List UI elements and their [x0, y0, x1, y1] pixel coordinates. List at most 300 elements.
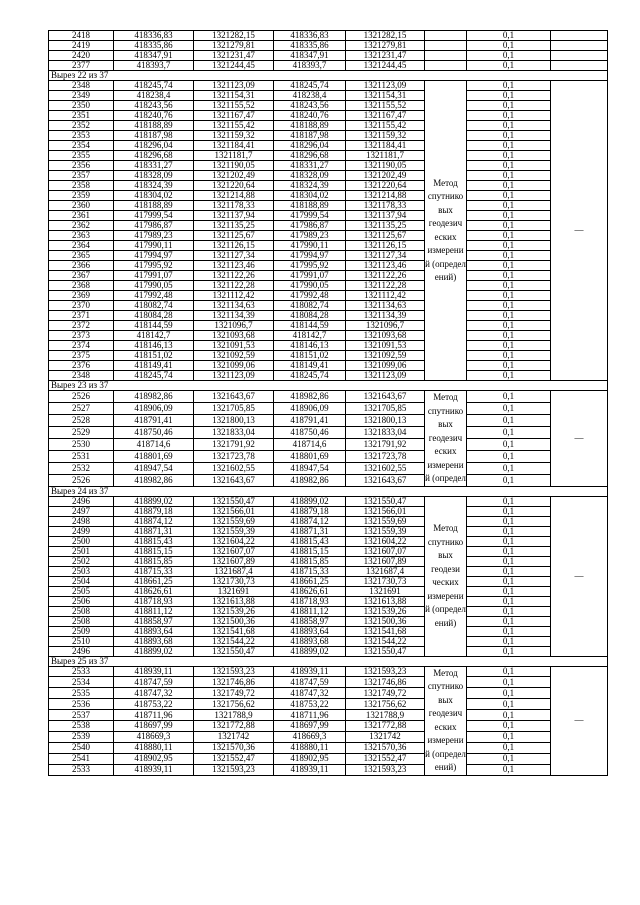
y-coord-cell: 1321155,42 [346, 121, 425, 131]
point-number-cell: 2502 [49, 556, 114, 566]
x-coord-cell: 417990,05 [114, 281, 194, 291]
section-title: Вырез 24 из 37 [49, 486, 608, 496]
y-coord-cell: 1321544,22 [346, 636, 425, 646]
x-coord-cell: 418947,54 [114, 462, 194, 474]
y-coord-cell: 1321154,31 [346, 91, 425, 101]
y-coord-cell: 1321122,28 [346, 281, 425, 291]
x-coord-cell: 418188,89 [114, 121, 194, 131]
x-coord-cell: 418661,25 [114, 576, 194, 586]
x-coord-cell: 418661,25 [274, 576, 346, 586]
y-coord-cell: 1321705,85 [346, 402, 425, 414]
point-number-cell: 2510 [49, 636, 114, 646]
section-title: Вырез 22 из 37 [49, 71, 608, 81]
point-number-cell: 2364 [49, 241, 114, 251]
y-coord-cell: 1321112,42 [194, 291, 274, 301]
table-row [49, 596, 608, 606]
table-row [49, 81, 608, 91]
y-coord-cell: 1321746,86 [194, 677, 274, 688]
dash-cell: — [551, 391, 608, 487]
point-number-cell: 2534 [49, 677, 114, 688]
point-number-cell: 2504 [49, 576, 114, 586]
dash-cell: — [551, 81, 608, 381]
table-row [49, 101, 608, 111]
y-coord-cell: 1321756,62 [194, 699, 274, 710]
y-coord-cell: 1321093,68 [346, 331, 425, 341]
empty-cell [551, 61, 608, 71]
x-coord-cell: 418750,46 [274, 426, 346, 438]
x-coord-cell: 418947,54 [274, 462, 346, 474]
table-row [49, 438, 608, 450]
y-coord-cell: 1321091,53 [194, 341, 274, 351]
precision-cell: 0,1 [467, 720, 551, 731]
table-row [49, 111, 608, 121]
table-row [49, 171, 608, 181]
point-number-cell: 2498 [49, 516, 114, 526]
y-coord-cell: 1321602,55 [346, 462, 425, 474]
y-coord-cell: 1321202,49 [194, 171, 274, 181]
point-number-cell: 2353 [49, 131, 114, 141]
y-coord-cell: 1321220,64 [194, 181, 274, 191]
x-coord-cell: 418146,13 [114, 341, 194, 351]
x-coord-cell: 418715,33 [114, 566, 194, 576]
method-text: Метод спутнико вых геодезич еских измерени й (определ ений) [425, 667, 466, 772]
y-coord-cell: 1321593,23 [346, 666, 425, 677]
x-coord-cell: 418801,69 [274, 450, 346, 462]
x-coord-cell: 418815,43 [114, 536, 194, 546]
y-coord-cell: 1321135,25 [194, 221, 274, 231]
precision-cell: 0,1 [467, 474, 551, 486]
y-coord-cell: 1321604,22 [194, 536, 274, 546]
x-coord-cell: 418811,12 [274, 606, 346, 616]
y-coord-cell: 1321282,15 [346, 31, 425, 41]
y-coord-cell: 1321593,23 [194, 666, 274, 677]
y-coord-cell: 1321607,89 [346, 556, 425, 566]
y-coord-cell: 1321127,34 [346, 251, 425, 261]
point-number-cell: 2352 [49, 121, 114, 131]
table-row [49, 291, 608, 301]
x-coord-cell: 418753,22 [114, 699, 194, 710]
point-number-cell: 2496 [49, 646, 114, 656]
y-coord-cell: 1321539,26 [194, 606, 274, 616]
y-coord-cell: 1321550,47 [346, 646, 425, 656]
x-coord-cell: 418750,46 [114, 426, 194, 438]
x-coord-cell: 418188,89 [274, 201, 346, 211]
y-coord-cell: 1321231,47 [346, 51, 425, 61]
x-coord-cell: 418084,28 [274, 311, 346, 321]
y-coord-cell: 1321800,13 [346, 414, 425, 426]
x-coord-cell: 418906,09 [274, 402, 346, 414]
table-row [49, 496, 608, 506]
table-row [49, 301, 608, 311]
precision-cell: 0,1 [467, 626, 551, 636]
x-coord-cell: 417989,23 [114, 231, 194, 241]
x-coord-cell: 418714,6 [274, 438, 346, 450]
point-number-cell: 2540 [49, 742, 114, 753]
precision-cell: 0,1 [467, 161, 551, 171]
point-number-cell: 2376 [49, 361, 114, 371]
y-coord-cell: 1321643,67 [194, 474, 274, 486]
table-row [49, 753, 608, 764]
x-coord-cell: 418151,02 [114, 351, 194, 361]
y-coord-cell: 1321231,47 [194, 51, 274, 61]
precision-cell: 0,1 [467, 753, 551, 764]
y-coord-cell: 1321687,4 [346, 566, 425, 576]
point-number-cell: 2499 [49, 526, 114, 536]
table-row [49, 131, 608, 141]
point-number-cell: 2531 [49, 450, 114, 462]
y-coord-cell: 1321593,23 [346, 764, 425, 775]
precision-cell: 0,1 [467, 546, 551, 556]
precision-cell: 0,1 [467, 731, 551, 742]
point-number-cell: 2533 [49, 764, 114, 775]
empty-cell [425, 41, 467, 51]
point-number-cell: 2359 [49, 191, 114, 201]
method-text: Метод спутнико вых геодези ческих измерени й (определ ений) [425, 523, 466, 628]
point-number-cell: 2420 [49, 51, 114, 61]
x-coord-cell: 418304,02 [274, 191, 346, 201]
precision-cell: 0,1 [467, 101, 551, 111]
precision-cell: 0,1 [467, 41, 551, 51]
table-row [49, 720, 608, 731]
point-number-cell: 2508 [49, 616, 114, 626]
table-row [49, 391, 608, 403]
precision-cell: 0,1 [467, 616, 551, 626]
point-number-cell: 2362 [49, 221, 114, 231]
y-coord-cell: 1321099,06 [346, 361, 425, 371]
y-coord-cell: 1321550,47 [194, 496, 274, 506]
x-coord-cell: 418982,86 [274, 391, 346, 403]
x-coord-cell: 417994,97 [114, 251, 194, 261]
y-coord-cell: 1321220,64 [346, 181, 425, 191]
y-coord-cell: 1321159,32 [346, 131, 425, 141]
precision-cell: 0,1 [467, 646, 551, 656]
table-row [49, 41, 608, 51]
x-coord-cell: 418188,89 [274, 121, 346, 131]
table-row [49, 221, 608, 231]
point-number-cell: 2358 [49, 181, 114, 191]
point-number-cell: 2503 [49, 566, 114, 576]
x-coord-cell: 417992,48 [114, 291, 194, 301]
y-coord-cell: 1321607,07 [346, 546, 425, 556]
x-coord-cell: 418893,64 [274, 626, 346, 636]
precision-cell: 0,1 [467, 251, 551, 261]
y-coord-cell: 1321127,34 [194, 251, 274, 261]
precision-cell: 0,1 [467, 321, 551, 331]
x-coord-cell: 418791,41 [274, 414, 346, 426]
x-coord-cell: 418243,56 [114, 101, 194, 111]
x-coord-cell: 418711,96 [274, 710, 346, 721]
x-coord-cell: 418874,12 [274, 516, 346, 526]
x-coord-cell: 418626,61 [274, 586, 346, 596]
x-coord-cell: 418711,96 [114, 710, 194, 721]
y-coord-cell: 1321687,4 [194, 566, 274, 576]
y-coord-cell: 1321123,46 [346, 261, 425, 271]
point-number-cell: 2506 [49, 596, 114, 606]
y-coord-cell: 1321178,33 [194, 201, 274, 211]
y-coord-cell: 1321155,52 [194, 101, 274, 111]
y-coord-cell: 1321705,85 [194, 402, 274, 414]
table-row [49, 576, 608, 586]
x-coord-cell: 418335,86 [114, 41, 194, 51]
y-coord-cell: 1321279,81 [346, 41, 425, 51]
x-coord-cell: 418747,59 [274, 677, 346, 688]
point-number-cell: 2369 [49, 291, 114, 301]
table-row [49, 516, 608, 526]
y-coord-cell: 1321730,73 [194, 576, 274, 586]
y-coord-cell: 1321137,94 [194, 211, 274, 221]
precision-cell: 0,1 [467, 271, 551, 281]
table-row [49, 450, 608, 462]
precision-cell: 0,1 [467, 402, 551, 414]
x-coord-cell: 417994,97 [274, 251, 346, 261]
y-coord-cell: 1321126,15 [346, 241, 425, 251]
x-coord-cell: 418669,3 [274, 731, 346, 742]
x-coord-cell: 418858,97 [114, 616, 194, 626]
precision-cell: 0,1 [467, 596, 551, 606]
y-coord-cell: 1321570,36 [346, 742, 425, 753]
point-number-cell: 2529 [49, 426, 114, 438]
x-coord-cell: 418142,7 [274, 331, 346, 341]
table-row [49, 321, 608, 331]
x-coord-cell: 418899,02 [274, 646, 346, 656]
x-coord-cell: 418149,41 [114, 361, 194, 371]
x-coord-cell: 417990,11 [274, 241, 346, 251]
table-row [49, 710, 608, 721]
y-coord-cell: 1321566,01 [194, 506, 274, 516]
y-coord-cell: 1321099,06 [194, 361, 274, 371]
y-coord-cell: 1321123,09 [194, 81, 274, 91]
x-coord-cell: 417990,05 [274, 281, 346, 291]
precision-cell: 0,1 [467, 710, 551, 721]
x-coord-cell: 418243,56 [274, 101, 346, 111]
y-coord-cell: 1321122,26 [346, 271, 425, 281]
point-number-cell: 2360 [49, 201, 114, 211]
x-coord-cell: 418893,68 [114, 636, 194, 646]
y-coord-cell: 1321788,9 [194, 710, 274, 721]
x-coord-cell: 418187,98 [114, 131, 194, 141]
precision-cell: 0,1 [467, 688, 551, 699]
y-coord-cell: 1321541,68 [346, 626, 425, 636]
y-coord-cell: 1321214,88 [194, 191, 274, 201]
table-row [49, 526, 608, 536]
section-title: Вырез 25 из 37 [49, 656, 608, 666]
empty-cell [425, 61, 467, 71]
x-coord-cell: 417995,92 [114, 261, 194, 271]
x-coord-cell: 418084,28 [114, 311, 194, 321]
y-coord-cell: 1321092,59 [194, 351, 274, 361]
precision-cell: 0,1 [467, 191, 551, 201]
table-row [49, 506, 608, 516]
y-coord-cell: 1321788,9 [346, 710, 425, 721]
table-row [49, 251, 608, 261]
x-coord-cell: 417992,48 [274, 291, 346, 301]
precision-cell: 0,1 [467, 111, 551, 121]
table-row [49, 311, 608, 321]
x-coord-cell: 418296,04 [114, 141, 194, 151]
precision-cell: 0,1 [467, 201, 551, 211]
table-row [49, 742, 608, 753]
precision-cell: 0,1 [467, 351, 551, 361]
precision-cell: 0,1 [467, 677, 551, 688]
precision-cell: 0,1 [467, 666, 551, 677]
point-number-cell: 2363 [49, 231, 114, 241]
x-coord-cell: 418874,12 [114, 516, 194, 526]
table-row [49, 151, 608, 161]
x-coord-cell: 418697,99 [114, 720, 194, 731]
table-row [49, 688, 608, 699]
y-coord-cell: 1321566,01 [346, 506, 425, 516]
y-coord-cell: 1321550,47 [194, 646, 274, 656]
precision-cell: 0,1 [467, 636, 551, 646]
x-coord-cell: 418879,18 [274, 506, 346, 516]
section-header-row [49, 71, 608, 81]
y-coord-cell: 1321772,88 [194, 720, 274, 731]
point-number-cell: 2535 [49, 688, 114, 699]
method-cell [425, 81, 467, 381]
y-coord-cell: 1321202,49 [346, 171, 425, 181]
table-row [49, 241, 608, 251]
precision-cell: 0,1 [467, 526, 551, 536]
y-coord-cell: 1321137,94 [346, 211, 425, 221]
table-row [49, 731, 608, 742]
point-number-cell: 2419 [49, 41, 114, 51]
point-number-cell: 2348 [49, 371, 114, 381]
point-number-cell: 2351 [49, 111, 114, 121]
point-number-cell: 2538 [49, 720, 114, 731]
point-number-cell: 2526 [49, 391, 114, 403]
y-coord-cell: 1321791,92 [346, 438, 425, 450]
y-coord-cell: 1321244,45 [346, 61, 425, 71]
x-coord-cell: 417986,87 [274, 221, 346, 231]
method-text: Метод спутнико вых геодезич еских измерени й (определ ений) [425, 177, 466, 282]
point-number-cell: 2501 [49, 546, 114, 556]
method-text: Метод спутнико вых геодезич еских измерени й (определ [425, 392, 466, 483]
y-coord-cell: 1321159,32 [194, 131, 274, 141]
precision-cell: 0,1 [467, 371, 551, 381]
y-coord-cell: 1321122,28 [194, 281, 274, 291]
y-coord-cell: 1321092,59 [346, 351, 425, 361]
x-coord-cell: 418328,09 [274, 171, 346, 181]
y-coord-cell: 1321742 [194, 731, 274, 742]
x-coord-cell: 418879,18 [114, 506, 194, 516]
point-number-cell: 2366 [49, 261, 114, 271]
table-row [49, 536, 608, 546]
y-coord-cell: 1321134,39 [194, 311, 274, 321]
precision-cell: 0,1 [467, 414, 551, 426]
table-row [49, 371, 608, 381]
x-coord-cell: 418142,7 [114, 331, 194, 341]
method-cell [425, 391, 467, 487]
y-coord-cell: 1321730,73 [346, 576, 425, 586]
table-row [49, 361, 608, 371]
point-number-cell: 2374 [49, 341, 114, 351]
x-coord-cell: 418902,95 [114, 753, 194, 764]
table-row [49, 91, 608, 101]
y-coord-cell: 1321167,47 [346, 111, 425, 121]
point-number-cell: 2533 [49, 666, 114, 677]
precision-cell: 0,1 [467, 131, 551, 141]
y-coord-cell: 1321123,09 [346, 81, 425, 91]
table-row [49, 191, 608, 201]
x-coord-cell: 418296,68 [274, 151, 346, 161]
x-coord-cell: 418858,97 [274, 616, 346, 626]
table-row [49, 462, 608, 474]
point-number-cell: 2349 [49, 91, 114, 101]
table-row [49, 281, 608, 291]
y-coord-cell: 1321093,68 [194, 331, 274, 341]
point-number-cell: 2541 [49, 753, 114, 764]
x-coord-cell: 418893,68 [274, 636, 346, 646]
y-coord-cell: 1321167,47 [194, 111, 274, 121]
y-coord-cell: 1321155,42 [194, 121, 274, 131]
x-coord-cell: 418791,41 [114, 414, 194, 426]
x-coord-cell: 418747,32 [114, 688, 194, 699]
y-coord-cell: 1321539,26 [346, 606, 425, 616]
y-coord-cell: 1321112,42 [346, 291, 425, 301]
x-coord-cell: 418899,02 [114, 496, 194, 506]
y-coord-cell: 1321500,36 [346, 616, 425, 626]
precision-cell: 0,1 [467, 556, 551, 566]
y-coord-cell: 1321691 [194, 586, 274, 596]
table-row [49, 699, 608, 710]
x-coord-cell: 418747,59 [114, 677, 194, 688]
precision-cell: 0,1 [467, 586, 551, 596]
x-coord-cell: 418144,59 [274, 321, 346, 331]
precision-cell: 0,1 [467, 241, 551, 251]
point-number-cell: 2355 [49, 151, 114, 161]
y-coord-cell: 1321791,92 [194, 438, 274, 450]
x-coord-cell: 417999,54 [274, 211, 346, 221]
x-coord-cell: 418815,85 [274, 556, 346, 566]
y-coord-cell: 1321746,86 [346, 677, 425, 688]
y-coord-cell: 1321742 [346, 731, 425, 742]
y-coord-cell: 1321559,39 [346, 526, 425, 536]
x-coord-cell: 418880,11 [114, 742, 194, 753]
precision-cell: 0,1 [467, 151, 551, 161]
point-number-cell: 2508 [49, 606, 114, 616]
x-coord-cell: 418871,31 [274, 526, 346, 536]
table-row [49, 201, 608, 211]
precision-cell: 0,1 [467, 462, 551, 474]
x-coord-cell: 418187,98 [274, 131, 346, 141]
y-coord-cell: 1321155,52 [346, 101, 425, 111]
table-row [49, 677, 608, 688]
x-coord-cell: 418815,43 [274, 536, 346, 546]
x-coord-cell: 418335,86 [274, 41, 346, 51]
x-coord-cell: 418880,11 [274, 742, 346, 753]
table-row [49, 181, 608, 191]
y-coord-cell: 1321559,69 [346, 516, 425, 526]
y-coord-cell: 1321643,67 [194, 391, 274, 403]
y-coord-cell: 1321800,13 [194, 414, 274, 426]
table-row [49, 426, 608, 438]
x-coord-cell: 418393,7 [114, 61, 194, 71]
precision-cell: 0,1 [467, 391, 551, 403]
point-number-cell: 2354 [49, 141, 114, 151]
point-number-cell: 2497 [49, 506, 114, 516]
y-coord-cell: 1321500,36 [194, 616, 274, 626]
x-coord-cell: 417991,07 [114, 271, 194, 281]
precision-cell: 0,1 [467, 31, 551, 41]
y-coord-cell: 1321190,05 [194, 161, 274, 171]
y-coord-cell: 1321091,53 [346, 341, 425, 351]
precision-cell: 0,1 [467, 181, 551, 191]
precision-cell: 0,1 [467, 361, 551, 371]
x-coord-cell: 418336,83 [274, 31, 346, 41]
table-row [49, 51, 608, 61]
point-number-cell: 2370 [49, 301, 114, 311]
empty-cell [551, 51, 608, 61]
